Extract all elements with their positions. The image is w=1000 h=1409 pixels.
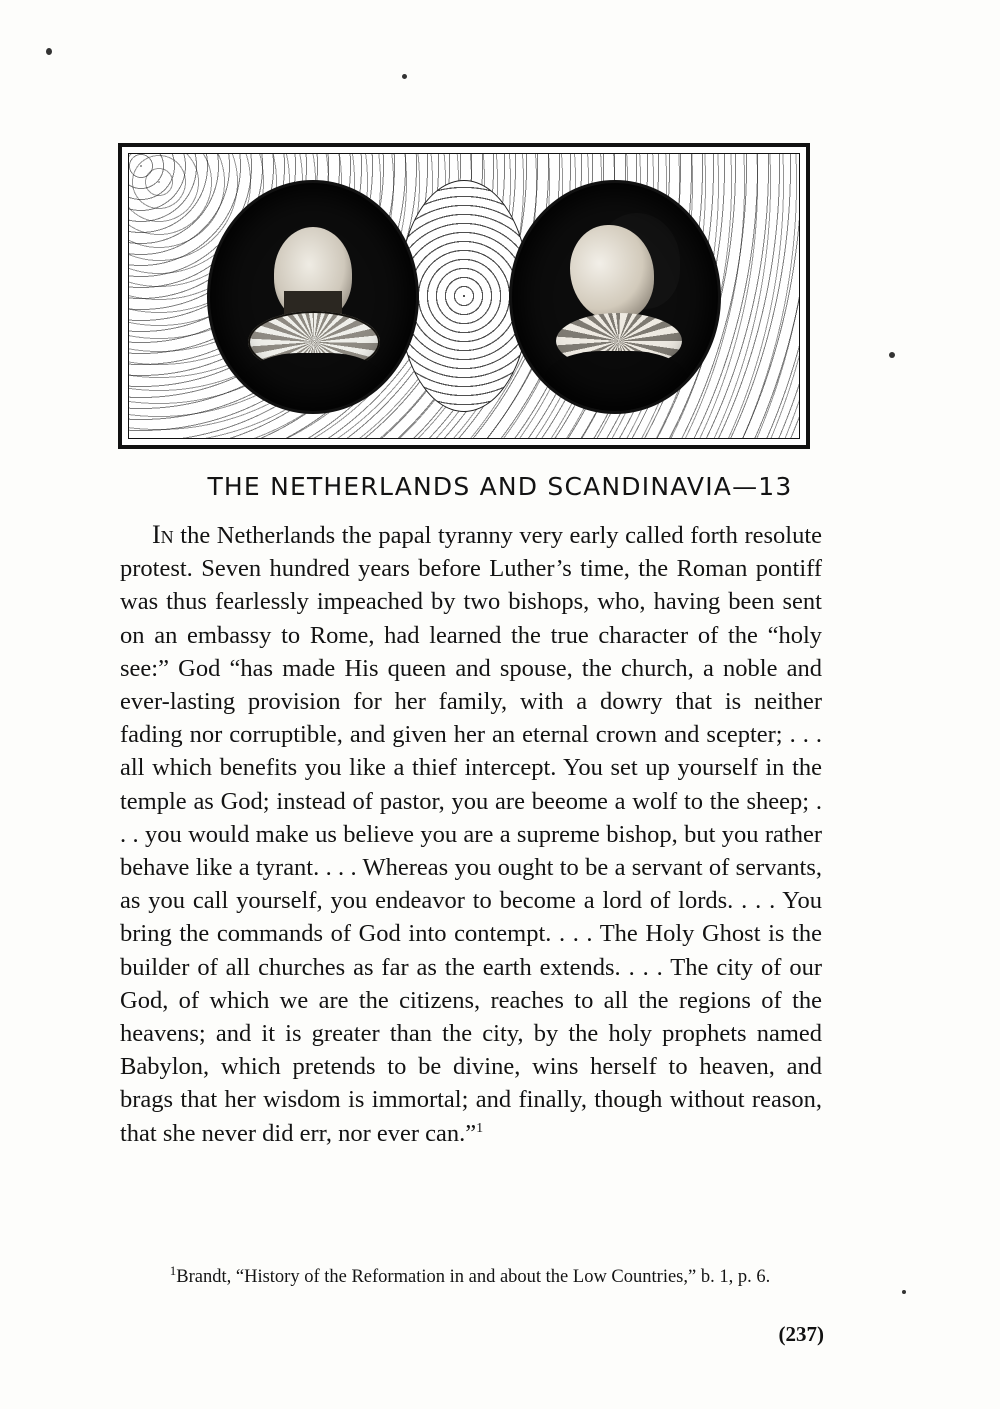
paragraph (120, 518, 822, 1150)
body-text (120, 518, 822, 1150)
footnote-text: Brandt, “History of the Reformation in and about the Low Countries,” b. 1, p. 6. (176, 1267, 771, 1288)
footnote (150, 1258, 790, 1290)
footnote-reference: 1 (476, 1120, 484, 1136)
chapter-title: THE NETHERLANDS AND SCANDINAVIA—13 (207, 472, 793, 501)
woman-profile-portrait (509, 180, 721, 414)
portrait-vignette (512, 183, 718, 411)
page-number: (237) (778, 1322, 824, 1346)
paragraph-text: the Netherlands the papal tyranny very early called forth resolute protest. Seven hundred years before Luther’s time, the Roman pontiff was thus fearlessly impeached by two bishops, who, having been sent on an embassy to Rome, had learned the true character of the “holy see:” God “has made His queen and spouse, the church, a noble and ever-lasting provision for her family, with a dowry that is neither fading nor corruptible, and given her an eternal crown and scepter; . . . all which benefits you like a thief intercept. You set up yourself in the temple as God; instead of pastor, you are beeome a wolf to the sheep; . . . you would make us believe you are a supreme bishop, but you rather behave like a tyrant. . . . Whereas you ought to be a servant of servants, as you call yourself, you endeavor to become a lord of lords. . . . You bring the commands of God into contempt. . . . The Holy Ghost is the builder of all churches as far as the earth extends. . . . The city of our God, of which we are the citizens, reaches to all the regions of the heavens; and it is greater than the city, by the holy prophets named Babylon, which pretends to be divine, wins herself to heaven, and brags that her wisdom is immortal; and finally, though without reason, that she never did err, nor ever can.” (120, 522, 822, 1147)
paragraph-lead-word: In (152, 520, 174, 549)
page-speck (402, 74, 407, 79)
footnote-marker: 1 (169, 1263, 177, 1278)
page-speck (889, 352, 895, 358)
page-speck (46, 48, 52, 55)
bearded-man-portrait (207, 180, 419, 414)
page-speck (902, 1290, 906, 1294)
illustration-frame (118, 143, 810, 449)
portrait-vignette (210, 183, 416, 411)
illustration-guilloche-background (128, 153, 800, 439)
